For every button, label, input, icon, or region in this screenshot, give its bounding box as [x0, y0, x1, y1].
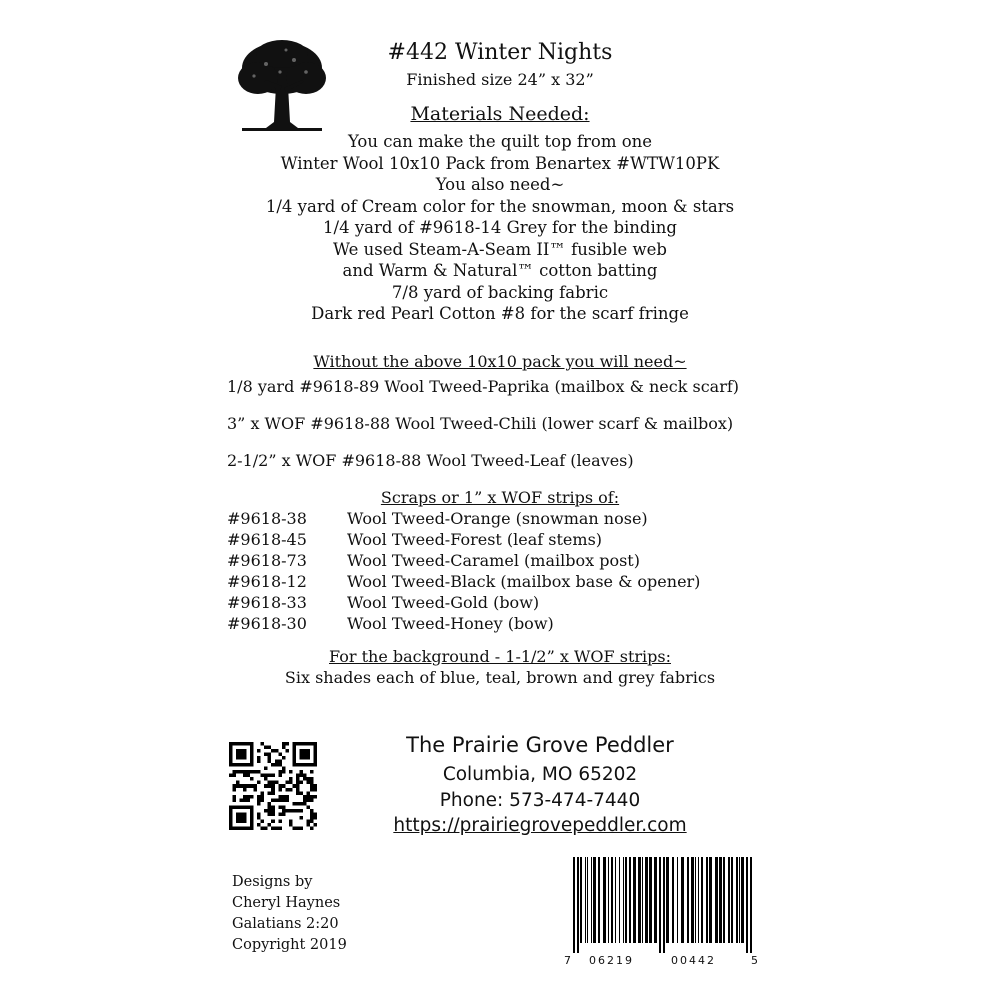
designer-line: Cheryl Haynes [232, 895, 341, 911]
designer-line: Designs by [232, 874, 313, 890]
barcode-digit-check: 5 [751, 954, 758, 967]
materials-line: You can make the quilt top from one [347, 132, 653, 151]
materials-heading: Materials Needed: [410, 103, 590, 125]
scrap-row [227, 572, 700, 593]
scrap-desc: Wool Tweed-Black (mailbox base & opener) [347, 572, 701, 591]
scrap-desc: Wool Tweed-Forest (leaf stems) [347, 530, 603, 549]
shop-phone: Phone: 573-474-7440 [439, 790, 641, 811]
barcode-digit-prefix: 7 [564, 954, 571, 967]
barcode-digits-right: 00442 [671, 954, 716, 967]
shop-name: The Prairie Grove Peddler [406, 733, 674, 757]
designer-line: Galatians 2:20 [232, 916, 339, 932]
page-title: #442 Winter Nights [387, 40, 613, 65]
requirement-line: 2-1/2” x WOF #9618-88 Wool Tweed-Leaf (leaves) [227, 451, 634, 470]
without-pack-heading: Without the above 10x10 pack you will need~ [313, 352, 687, 371]
scraps-heading: Scraps or 1” x WOF strips of: [380, 488, 620, 507]
scrap-code: #9618-12 [227, 572, 307, 591]
scrap-code: #9618-73 [227, 551, 307, 570]
materials-line: Dark red Pearl Cotton #8 for the scarf fringe [311, 304, 689, 323]
scrap-desc: Wool Tweed-Honey (bow) [347, 614, 554, 633]
scrap-desc: Wool Tweed-Caramel (mailbox post) [347, 551, 640, 570]
background-heading: For the background - 1-1/2” x WOF strips: [329, 647, 671, 666]
finished-size: Finished size 24” x 32” [406, 70, 594, 89]
shop-url-link[interactable]: https://prairiegrovepeddler.com [393, 815, 687, 836]
designer-line: Copyright 2019 [232, 937, 347, 953]
materials-line: Winter Wool 10x10 Pack from Benartex #WTW10PK [280, 153, 720, 173]
scrap-code: #9618-30 [227, 614, 307, 633]
materials-list [0, 131, 1000, 325]
scrap-row [227, 530, 602, 551]
scrap-row [227, 551, 640, 572]
shop-city: Columbia, MO 65202 [442, 764, 638, 785]
scrap-row [227, 509, 648, 530]
scrap-desc: Wool Tweed-Gold (bow) [347, 593, 540, 612]
requirement-line: 1/8 yard #9618-89 Wool Tweed-Paprika (mailbox & neck scarf) [227, 377, 740, 396]
barcode-icon [561, 853, 761, 968]
scrap-desc: Wool Tweed-Orange (snowman nose) [347, 509, 648, 528]
barcode-digits-left: 06219 [589, 954, 634, 967]
materials-line: You also need~ [435, 175, 565, 194]
materials-line: 7/8 yard of backing fabric [391, 282, 609, 302]
materials-line: and Warm & Natural™ cotton batting [342, 261, 658, 280]
materials-line: 1/4 yard of Cream color for the snowman, moon & stars [265, 196, 735, 216]
requirement-line: 3” x WOF #9618-88 Wool Tweed-Chili (lower scarf & mailbox) [227, 414, 734, 433]
background-line: Six shades each of blue, teal, brown and grey fabrics [284, 668, 716, 687]
materials-line: 1/4 yard of #9618-14 Grey for the binding [323, 218, 677, 237]
materials-line: We used Steam-A-Seam II™ fusible web [333, 239, 667, 259]
scrap-code: #9618-45 [227, 530, 307, 549]
scrap-row [227, 593, 539, 614]
scrap-code: #9618-38 [227, 509, 307, 528]
scrap-code: #9618-33 [227, 593, 307, 612]
qr-code-icon [229, 742, 317, 830]
scrap-row [227, 614, 554, 635]
designer-credit [232, 872, 347, 956]
